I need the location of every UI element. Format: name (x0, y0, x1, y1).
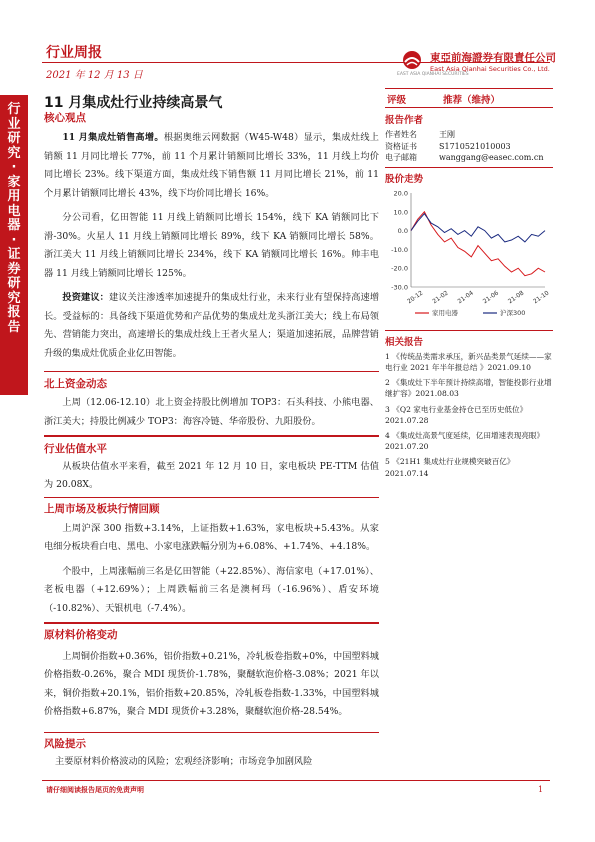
series-line (411, 212, 545, 276)
market-paragraph-2: 个股中，上周涨幅前三名是亿田智能（+22.85%）、海信家电（+17.01%）、老板电器（+12.69%）；上周跌幅前三名是澳柯玛（-16.96%）、盾安环境（-10.82%）、天银机电（-7.4%）。 (44, 565, 379, 614)
author-row (385, 129, 553, 141)
section-divider (44, 371, 379, 372)
section-divider (44, 497, 379, 498)
y-tick-label: 0.0 (397, 226, 408, 235)
core-p1-lead: 11 月集成灶销售高增。 (62, 132, 164, 143)
author-heading: 报告作者 (385, 115, 424, 127)
x-tick-label: 21-02 (431, 289, 450, 306)
x-tick-label: 21-10 (532, 289, 551, 306)
rating-label: 评级 (387, 95, 407, 107)
left-column (44, 110, 379, 771)
x-tick-label: 21-08 (506, 289, 526, 306)
y-tick-label: -30.0 (391, 283, 408, 292)
y-tick-label: -10.0 (391, 245, 408, 254)
rating-row (385, 89, 553, 107)
right-column (385, 88, 553, 479)
core-p1-text: 根据奥维云网数据（W45-W48）显示，集成灶线上销额 11 月同比增长 77%，前 11 个月累计销额同比增长 33%，11 月线上均价同比增长 23%。线下渠道方面，集成灶线下销售额 11 月同比增长 21%，前 11 个月累计销额同比增长 43%，线下均价同比增长 16%。 (44, 132, 379, 199)
section-heading-risk: 风险提示 (44, 737, 86, 750)
company-name-en: East Asia Qianhai Securities Co., Ltd. (430, 65, 550, 73)
core-paragraph-2: 分公司看，亿田智能 11 月线上销额同比增长 154%，线下 KA 销额同比下滑-30%。火星人 11 月线上销额同比增长 89%，线下 KA 销额同比增长 58%。浙江美大 11 月线上销额同比增长 234%，线下 KA 销额同比增长 16%。帅丰电器 11 月线上销额同比增长 125%。 (44, 212, 379, 279)
x-tick-label: 20-12 (406, 289, 425, 306)
price-trend-chart (385, 187, 553, 322)
section-divider (44, 622, 379, 623)
author-key: 电子邮箱 (385, 153, 417, 163)
market-paragraph-1: 上周沪深 300 指数+3.14%，上证指数+1.63%，家电板块+5.43%。从家电细分板块看白电、黑电、小家电涨跌幅分别为+6.08%、+1.74%、+4.18%。 (44, 522, 379, 553)
related-item[interactable]: 1 《传统品类需求承压，新兴品类景气延续——家电行业 2021 年半年报总结 》2021.09.10 (385, 351, 552, 372)
section-heading-north: 北上资金动态 (44, 378, 107, 391)
author-row (385, 152, 553, 164)
company-logo-icon (402, 50, 422, 70)
y-tick-label: 20.0 (393, 189, 408, 198)
related-list (385, 351, 553, 479)
author-value: S1710521010003 (439, 141, 511, 151)
related-item[interactable]: 4 《集成灶高景气度延续，亿田增速表现亮眼》2021.07.20 (385, 431, 545, 452)
series-line (411, 213, 545, 241)
core-p3-lead: 投资建议： (62, 292, 109, 303)
section-heading-valuation: 行业估值水平 (44, 442, 107, 455)
author-table (385, 129, 553, 164)
author-row (385, 141, 553, 153)
related-item[interactable]: 3 《Q2 家电行业基金持仓已至历史低位》2021.07.28 (385, 404, 528, 425)
page-number: 1 (538, 785, 544, 794)
core-p3-text: 建议关注渗透率加速提升的集成灶行业，未来行业有望保持高速增长。受益标的：具备线下渠道优势和产品优势的集成灶龙头浙江美大；线上布局领先、营销能力突出，高速增长的集成灶线上王者火星人；渠道加速拓展，品牌营销升级的集成灶优质企业亿田智能。 (44, 292, 380, 359)
logo-subtext: EAST ASIA QIANHAI SECURITIES (397, 72, 469, 77)
author-value: 王刚 (439, 130, 455, 140)
company-name-cn: 東亞前海證券有限責任公司 (430, 52, 556, 64)
author-key: 作者姓名 (385, 130, 417, 140)
rating-bottom-line (385, 107, 553, 108)
risk-paragraph: 主要原材料价格波动的风险；宏观经济影响；市场竞争加剧风险 (55, 755, 313, 767)
related-divider (385, 330, 553, 331)
report-date: 2021 年 12 月 13 日 (46, 70, 143, 81)
footer-line (42, 780, 550, 781)
section-divider (44, 732, 379, 733)
related-item[interactable]: 2 《集成灶下半年预计持续高增，智能投影行业增 继扩容》2021.08.03 (385, 378, 552, 399)
author-email: wanggang@easec.com.cn (439, 153, 544, 163)
related-heading: 相关报告 (385, 336, 424, 348)
north-paragraph: 上周（12.06-12.10）北上资金持股比例增加 TOP3：石头科技、小熊电器、浙江美大；持股比例减少 TOP3：海容冷链、华帝股份、九阳股份。 (44, 397, 379, 427)
author-divider (385, 167, 553, 168)
x-tick-label: 21-04 (456, 289, 475, 306)
section-heading-core: 核心观点 (44, 112, 86, 124)
y-tick-label: -20.0 (391, 264, 408, 273)
y-tick-label: 10.0 (393, 208, 408, 217)
sidebar-category (0, 95, 28, 395)
related-item[interactable]: 5 《21H1 集成灶行业规模突破百亿》2021.07.14 (385, 457, 515, 478)
trend-heading: 股价走势 (385, 173, 424, 185)
x-tick-label: 21-06 (481, 289, 501, 306)
sidebar-label: 行业研究·家用电器·证券研究报告 (7, 102, 21, 335)
author-key: 资格证书 (385, 141, 417, 151)
core-paragraph-3 (44, 289, 379, 363)
rating-value: 推荐（维持） (443, 95, 501, 107)
section-heading-market: 上周市场及板块行情回顾 (44, 502, 160, 515)
legend-label: 家用电器 (432, 308, 458, 317)
core-paragraph-1 (44, 129, 379, 203)
legend-label: 沪深300 (500, 308, 526, 317)
page-title: 11 月集成灶行业持续高景气 (44, 95, 223, 111)
raw-paragraph: 上周铜价指数+0.36%，铝价指数+0.21%，冷轧板卷指数+0%，中国塑料城价格指数-0.26%，聚合 MDI 现货价-1.78%，聚醚软泡价格-3.08%；2021 年以来，铜价指数+20.1%，铝价指数+20.85%，冷轧板卷指数-1.33%，中国塑料城价格指数+6.87%，聚合 MDI 现货价+3.28%，聚醚软泡价格-28.54%。 (44, 650, 379, 718)
footer-disclaimer[interactable]: 请仔细阅读报告尾页的免责声明 (46, 785, 144, 794)
report-type: 行业周报 (46, 45, 102, 61)
section-divider (44, 435, 379, 436)
valuation-paragraph: 从板块估值水平来看，截至 2021 年 12 月 10 日，家电板块 PE-TTM 估值为 20.08X。 (44, 460, 379, 491)
section-heading-raw: 原材料价格变动 (44, 628, 118, 641)
